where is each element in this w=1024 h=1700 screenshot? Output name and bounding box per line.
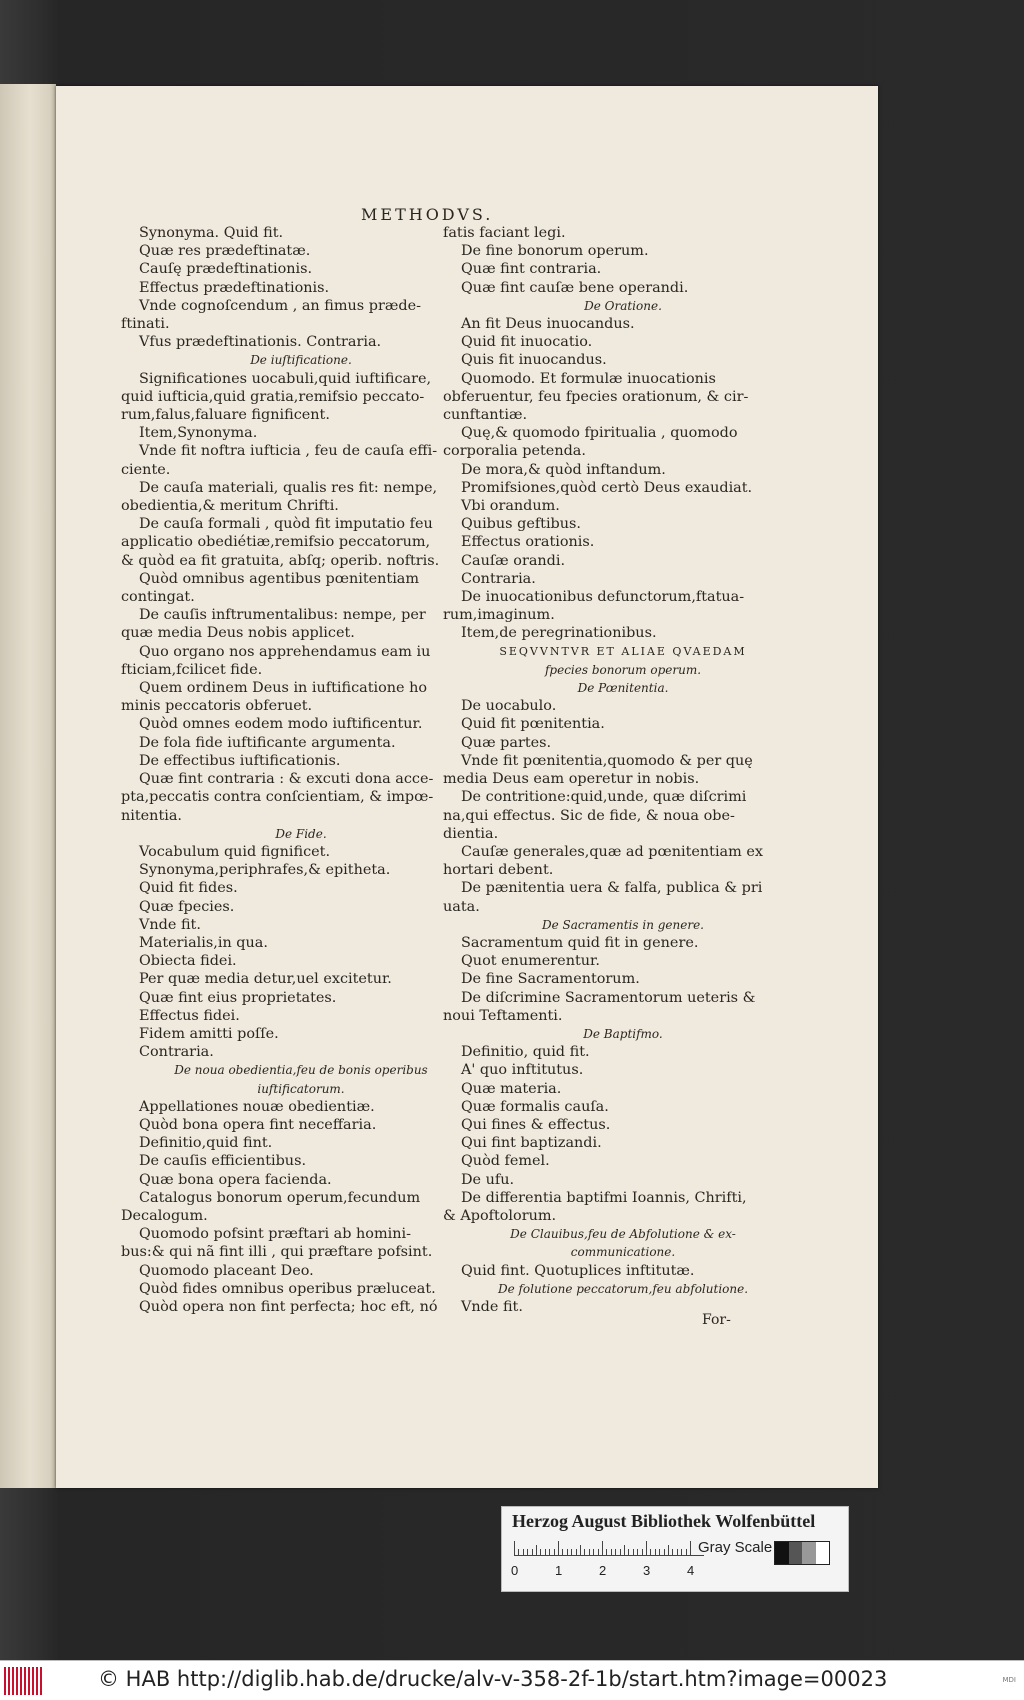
text-line: Quid fit fides. (139, 880, 238, 897)
text-line: Cauſę prædeftinationis. (139, 261, 313, 278)
text-line: Quòd bona opera fint neceffaria. (139, 1116, 377, 1133)
text-line: Contraria. (461, 570, 536, 587)
gray-scale-swatch (774, 1541, 830, 1565)
footer-mark: MDI (1002, 1676, 1016, 1684)
text-line: Promifsiones,quòd certò Deus exaudiat. (461, 479, 753, 496)
text-line: De diſcrimine Sacramentorum ueteris & (461, 989, 756, 1006)
gray-scale-label: Gray Scale (698, 1539, 773, 1556)
text-line: Effectus prædeftinationis. (139, 279, 330, 296)
text-line: Synonyma,periphrafes,& epitheta. (139, 862, 391, 879)
text-line: fatis faciant legi. (443, 225, 566, 241)
text-line: Fidem amitti poſſe. (139, 1025, 279, 1042)
ruler-tick (602, 1541, 603, 1555)
text-line: De Fide. (275, 826, 327, 841)
source-url[interactable]: © HAB http://diglib.hab.de/drucke/alv-v-358-2f-1b/start.htm?image=00023 (98, 1667, 888, 1691)
text-line: media Deus eam operetur in nobis. (443, 771, 700, 788)
text-line: De Sacramentis in genere. (541, 917, 704, 932)
ruler-tick (580, 1545, 581, 1555)
ruler-tick (664, 1549, 665, 1555)
ruler-tick (545, 1549, 546, 1555)
ruler-tick (686, 1549, 687, 1555)
ruler-number: 1 (555, 1563, 563, 1578)
right-column (443, 224, 803, 1316)
text-line: obedientia,& meritum Chrifti. (121, 498, 339, 515)
ruler-tick (646, 1541, 647, 1555)
text-line: Quid fit pœnitentia. (461, 716, 605, 733)
ruler-tick (514, 1541, 515, 1555)
text-line: Quibus geftibus. (461, 516, 581, 533)
color-scale-card (501, 1506, 849, 1592)
text-line: Vbi orandum. (461, 498, 560, 515)
text-line: ftinati. (121, 316, 170, 333)
text-line: Vnde fit. (461, 1298, 523, 1315)
text-line: noui Teftamenti. (443, 1007, 563, 1024)
text-line: rum,falus,faluare fignificent. (121, 407, 330, 424)
text-line: Quæ fint contraria : & excuti dona acce- (139, 771, 434, 788)
text-line: hortari debent. (443, 862, 554, 879)
text-line: De Pœnitentia. (577, 681, 669, 696)
viewer-footer (0, 1660, 1024, 1700)
text-line: Qui fint baptizandi. (461, 1135, 602, 1152)
text-line: Sacramentum quid fit in genere. (461, 934, 699, 951)
text-line: Quę,& quomodo fpiritualia , quomodo (461, 425, 738, 442)
text-line: contingat. (121, 589, 195, 606)
text-line: Quomodo pofsint præftari ab homini- (139, 1226, 411, 1243)
text-line: Quæ fint eius proprietates. (139, 989, 337, 1006)
ruler-tick (540, 1549, 541, 1555)
text-line: Vnde fit noftra iufticia , feu de cauſa effi- (139, 443, 438, 460)
text-line: quæ media Deus nobis applicet. (121, 625, 355, 642)
text-line: Synonyma. Quid fit. (139, 225, 284, 241)
ruler-number: 4 (687, 1563, 695, 1578)
text-line: Quòd omnes eodem modo iuftificentur. (139, 716, 423, 733)
ruler-tick (598, 1549, 599, 1555)
text-line: Definitio, quid fit. (461, 1044, 590, 1061)
text-line: Quæ fint contraria. (461, 261, 602, 278)
ruler-tick (690, 1541, 691, 1555)
text-line: De uocabulo. (461, 698, 557, 715)
text-line: Vnde fit. (139, 916, 201, 933)
text-line: rum,imaginum. (443, 607, 555, 624)
ruler-tick (536, 1545, 537, 1555)
ruler-tick (562, 1549, 563, 1555)
text-line: communicatione. (570, 1245, 676, 1260)
ruler-number: 3 (643, 1563, 651, 1578)
ruler-tick (606, 1549, 607, 1555)
text-line: Effectus orationis. (461, 534, 595, 551)
text-line: De mora,& quòd inftandum. (461, 461, 666, 478)
text-line: corporalia petenda. (443, 443, 586, 460)
text-line: De noua obedientia,feu de bonis operibus (174, 1063, 428, 1078)
text-line: Decalogum. (121, 1207, 208, 1224)
text-line: De fola fide iuftificante argumenta. (139, 734, 396, 751)
ruler-tick (655, 1549, 656, 1555)
text-line: & quòd ea fit gratuita, abſq; operib. noftris. (121, 552, 440, 569)
text-line: minis peccatoris obferuet. (121, 698, 313, 715)
ruler-tick (532, 1549, 533, 1555)
text-line: Definitio,quid fint. (139, 1135, 273, 1152)
text-line: fticiam,fcilicet fide. (121, 661, 263, 678)
text-line: na,qui effectus. Sic de fide, & noua obe- (443, 807, 735, 824)
text-line: Appellationes nouæ obedientiæ. (139, 1098, 375, 1115)
text-line: iuftificatorum. (257, 1081, 345, 1096)
text-line: Effectus fidei. (139, 1007, 240, 1024)
text-line: uata. (443, 898, 480, 915)
text-line: Cauſæ orandi. (461, 552, 566, 569)
running-header: METHODVS. (361, 205, 494, 224)
text-line: Item,Synonyma. (139, 425, 258, 442)
ruler-tick (571, 1549, 572, 1555)
text-line: nitentia. (121, 807, 182, 824)
text-line: Per quæ media detur,uel excitetur. (139, 971, 392, 988)
text-line: Quomodo placeant Deo. (139, 1262, 314, 1279)
text-line: De cauſa formali , quòd fit imputatio feu (139, 516, 433, 533)
catchword: For- (702, 1312, 731, 1328)
book-page (56, 86, 878, 1488)
text-line: Quæ res prædeftinatæ. (139, 243, 311, 260)
text-line: applicatio obediétiæ,remifsio peccatorum, (121, 534, 431, 551)
measurement-ruler (514, 1539, 704, 1556)
ruler-tick (672, 1549, 673, 1555)
ruler-tick (611, 1549, 612, 1555)
text-line: Quæ materia. (461, 1080, 562, 1097)
text-line: De iuſtificatione. (250, 353, 352, 368)
ruler-tick (518, 1549, 519, 1555)
text-line: De Baptifmo. (583, 1026, 663, 1041)
ruler-tick (554, 1549, 555, 1555)
text-line: De inuocationibus defunctorum,ftatua- (461, 589, 745, 606)
text-line: obferuentur, feu fpecies orationum, & cir- (443, 388, 749, 405)
text-line: De cauſa materiali, qualis res fit: nempe, (139, 479, 438, 496)
text-line: De cauſis efficientibus. (139, 1153, 307, 1170)
text-line: Quid fint. Quotuplices inftitutæ. (461, 1262, 695, 1279)
ruler-tick (589, 1549, 590, 1555)
text-line: De folutione peccatorum,feu abfolutione. (497, 1281, 749, 1296)
text-line: Quòd femel. (461, 1153, 550, 1170)
text-line: Cauſæ generales,quæ ad pœnitentiam ex (461, 843, 763, 860)
ruler-tick (558, 1541, 559, 1555)
hab-logo-icon (4, 1667, 46, 1695)
text-line: A' quo inftitutus. (461, 1062, 584, 1079)
ruler-tick (633, 1549, 634, 1555)
text-line: & Apoftolorum. (443, 1207, 557, 1224)
text-line: De fine bonorum operum. (461, 243, 649, 260)
text-line: De contritione:quid,unde, quæ diſcrimi (461, 789, 747, 806)
ruler-tick (620, 1549, 621, 1555)
text-line: Quòd fides omnibus operibus præluceat. (139, 1280, 436, 1297)
text-line: Quòd opera non fint perfecta; hoc eft, nó (139, 1298, 438, 1315)
text-line: Quo organo nos apprehendamus eam iu (139, 643, 431, 660)
ruler-tick (584, 1549, 585, 1555)
ruler-tick (527, 1549, 528, 1555)
library-name: Herzog August Bibliothek Wolfenbüttel (512, 1511, 816, 1531)
ruler-tick (681, 1549, 682, 1555)
text-line: De differentia baptifmi Ioannis, Chrifti, (461, 1189, 747, 1206)
ruler-tick (567, 1549, 568, 1555)
text-line: De ufu. (461, 1171, 515, 1188)
ruler-number: 0 (511, 1563, 519, 1578)
ruler-tick (668, 1545, 669, 1555)
ruler-tick (523, 1549, 524, 1555)
ruler-tick (615, 1549, 616, 1555)
text-line: De effectibus iuftificationis. (139, 752, 341, 769)
ruler-number: 2 (599, 1563, 607, 1578)
ruler-tick (677, 1549, 678, 1555)
text-line: Catalogus bonorum operum,fecundum (139, 1189, 421, 1206)
text-line: De pænitentia uera & falfa, publica & pri (461, 880, 763, 897)
text-line: dientia. (443, 825, 499, 842)
text-line: ciente. (121, 461, 171, 478)
text-line: Quæ fpecies. (139, 898, 235, 915)
text-line: Quis fit inuocandus. (461, 352, 607, 369)
text-line: De cauſis inftrumentalibus: nempe, per (139, 607, 426, 624)
text-line: bus:& qui nã fint illi , qui præftare pofsint. (121, 1244, 433, 1261)
text-line: Vnde fit pœnitentia,quomodo & per quę (461, 752, 753, 769)
ruler-tick (650, 1549, 651, 1555)
text-line: Vfus prædeftinationis. Contraria. (139, 334, 382, 351)
text-line: Quæ fint cauſæ bene operandi. (461, 279, 689, 296)
text-line: Quid fit inuocatio. (461, 334, 593, 351)
text-line: Quem ordinem Deus in iuftificatione ho (139, 680, 428, 697)
text-line: Vocabulum quid fignificet. (139, 843, 331, 860)
text-line: Qui fines & effectus. (461, 1116, 611, 1133)
text-line: Materialis,in qua. (139, 934, 268, 951)
text-line: quid iufticia,quid gratia,remifsio peccato- (121, 388, 425, 405)
ruler-tick (624, 1545, 625, 1555)
text-line: Quæ bona opera facienda. (139, 1171, 332, 1188)
text-line: De fine Sacramentorum. (461, 971, 640, 988)
ruler-tick (659, 1549, 660, 1555)
text-line: De Oratione. (584, 298, 662, 313)
facing-page-edge (0, 84, 56, 1488)
ruler-tick (628, 1549, 629, 1555)
text-line: Contraria. (139, 1044, 214, 1061)
text-line: fpecies bonorum operum. (544, 662, 702, 677)
ruler-tick (576, 1549, 577, 1555)
text-line: Quot enumerentur. (461, 953, 600, 970)
left-column (121, 224, 481, 1316)
ruler-tick (642, 1549, 643, 1555)
ruler-tick (593, 1549, 594, 1555)
text-line: Significationes uocabuli,quid iuftificare, (139, 370, 432, 387)
text-line: pta,peccatis contra conſcientiam, & impœ- (121, 789, 434, 806)
text-line: Item,de peregrinationibus. (461, 625, 657, 642)
ruler-tick (549, 1549, 550, 1555)
text-line: Quomodo. Et formulæ inuocationis (461, 370, 716, 387)
text-line: cunftantiæ. (443, 407, 528, 424)
text-line: SEQVVNTVR ET ALIAE QVAEDAM (499, 644, 747, 658)
text-line: De Clauibus,feu de Abfolutione & ex- (510, 1227, 736, 1242)
ruler-tick (637, 1549, 638, 1555)
text-line: Quæ partes. (461, 734, 552, 751)
text-line: Obiecta fidei. (139, 953, 237, 970)
text-line: Quæ formalis cauſa. (461, 1098, 609, 1115)
text-line: An fit Deus inuocandus. (461, 316, 635, 333)
text-line: Vnde cognoſcendum , an fimus præde- (139, 297, 421, 314)
text-line: Quòd omnibus agentibus pœnitentiam (139, 570, 420, 587)
